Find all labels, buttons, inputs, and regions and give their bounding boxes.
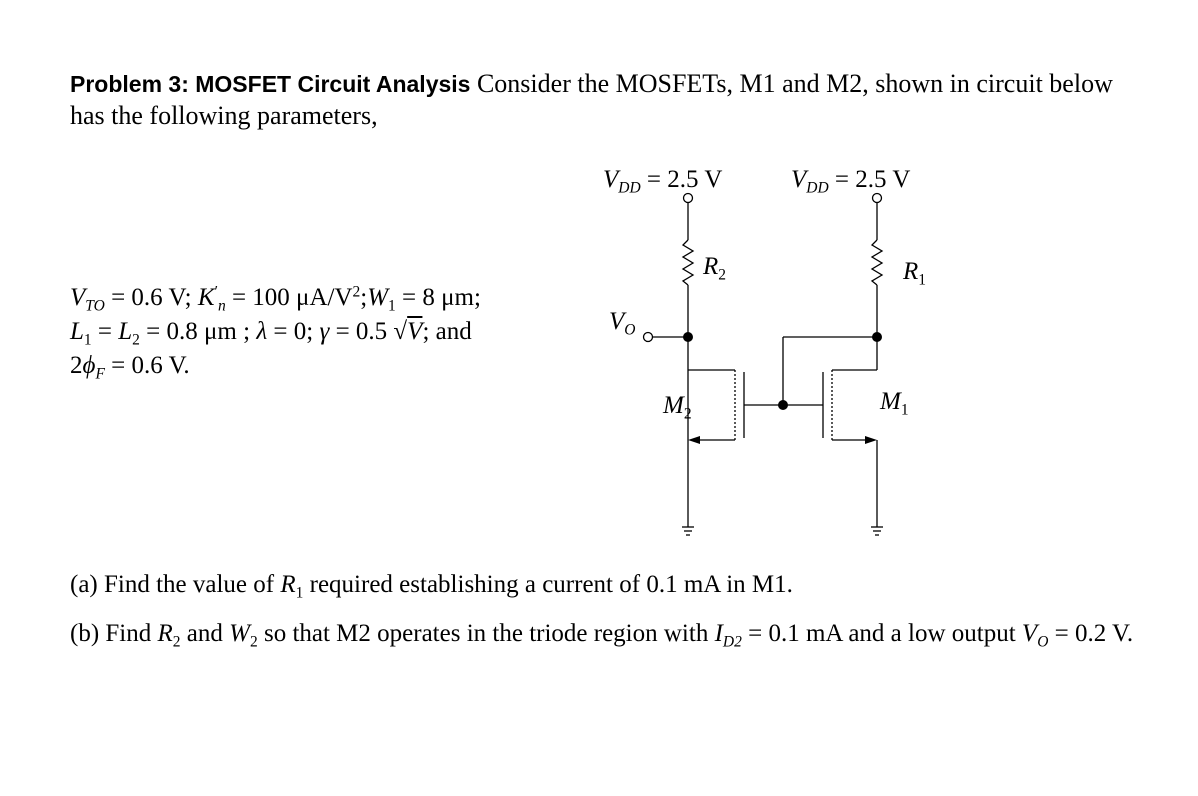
question-b-r-subscript: 2 (172, 633, 181, 651)
vdd-left-subscript: DD (618, 179, 641, 197)
kn-subscript: n (217, 297, 226, 315)
vdd-left-terminal (684, 194, 693, 203)
vdd-left-label (603, 166, 723, 197)
question-a-r-symbol: R (280, 571, 296, 598)
question-b-v-symbol: V (1021, 620, 1038, 647)
node-gate (778, 400, 788, 410)
question-b-mid2: = 0.1 mA and a low output (741, 620, 1022, 647)
vto-value: = 0.6 V; (104, 284, 198, 311)
question-b-r-symbol: R (157, 620, 173, 647)
phi-prefix: 2 (70, 352, 83, 379)
kn-value: = 100 μA/V (225, 284, 353, 311)
question-a-pre: (a) Find the value of (70, 571, 281, 598)
vto-subscript: TO (85, 297, 105, 315)
m2-symbol: M (663, 392, 684, 419)
sqrt-symbol: √ (393, 318, 408, 345)
resistor-r2 (683, 240, 693, 285)
m1-symbol: M (880, 388, 901, 415)
question-b-end: = 0.2 V. (1048, 620, 1134, 647)
lambda-symbol: λ (256, 318, 268, 345)
m2-source-arrow (688, 436, 700, 444)
vdd-left-value: = 2.5 V (640, 166, 723, 193)
r2-subscript: 2 (718, 266, 727, 284)
gamma-tail: ; and (422, 318, 472, 345)
question-a-r-subscript: 1 (295, 584, 304, 602)
m1-source-arrow (865, 436, 877, 444)
l1-subscript: 1 (83, 331, 92, 349)
vdd-right-subscript: DD (806, 179, 829, 197)
gamma-value: = 0.5 (329, 318, 394, 345)
vo-terminal (644, 333, 653, 342)
kn-superscript: 2 (352, 283, 361, 301)
r1-label (903, 258, 927, 289)
lambda-value: = 0; (267, 318, 320, 345)
m1-label (880, 388, 909, 419)
r2-label (703, 253, 727, 284)
question-b-i-symbol: I (714, 620, 723, 647)
question-b-w-subscript: 2 (249, 633, 258, 651)
sqrt-argument: V (407, 318, 423, 345)
kn-prime: ′ (214, 283, 218, 301)
r2-symbol: R (703, 253, 719, 280)
question-b-mid: so that M2 operates in the triode region with (257, 620, 715, 647)
vo-label (609, 308, 636, 339)
vto-symbol: V (70, 284, 86, 311)
m1-subscript: 1 (900, 401, 909, 419)
question-a-post: required establishing a current of 0.1 mA in M1. (303, 571, 793, 598)
w1-value: = 8 μm; (395, 284, 481, 311)
kn-separator: ; (360, 284, 368, 311)
question-b-pre: (b) Find (70, 620, 158, 647)
vdd-right-terminal (873, 194, 882, 203)
question-b (70, 618, 1180, 650)
vdd-right-value: = 2.5 V (828, 166, 911, 193)
question-b-and: and (180, 620, 230, 647)
vdd-right-label (791, 166, 911, 197)
question-b-v-subscript: O (1037, 633, 1049, 651)
w1-symbol: W (367, 284, 389, 311)
r1-symbol: R (903, 258, 919, 285)
vdd-right-symbol: V (791, 166, 807, 193)
gamma-symbol: γ (319, 318, 330, 345)
l2-symbol: L (118, 318, 133, 345)
w1-subscript: 1 (388, 297, 396, 315)
question-b-w-symbol: W (229, 620, 250, 647)
node-m1-drain (872, 332, 882, 342)
question-a (70, 569, 1170, 601)
problem-title: Problem 3: MOSFET Circuit Analysis (70, 71, 471, 97)
phi-subscript: F (95, 365, 105, 383)
m2-subscript: 2 (683, 405, 692, 423)
question-b-i-subscript: D2 (722, 633, 742, 651)
vdd-left-symbol: V (603, 166, 619, 193)
l2-subscript: 2 (132, 331, 140, 349)
problem-intro: Consider the MOSFETs, M1 and M2, shown in circuit below has the following parameters, (70, 69, 1113, 130)
phi-symbol: ϕ (82, 352, 96, 379)
kn-symbol: K (197, 284, 215, 311)
l-equals: = (91, 318, 119, 345)
l-value: = 0.8 μm ; (139, 318, 257, 345)
vo-symbol: V (609, 308, 625, 335)
l1-symbol: L (70, 318, 84, 345)
m2-label (663, 392, 692, 423)
node-vo (683, 332, 693, 342)
vo-subscript: O (624, 321, 636, 339)
resistor-r1 (872, 240, 882, 285)
r1-subscript: 1 (918, 271, 927, 289)
phi-value: = 0.6 V. (104, 352, 190, 379)
